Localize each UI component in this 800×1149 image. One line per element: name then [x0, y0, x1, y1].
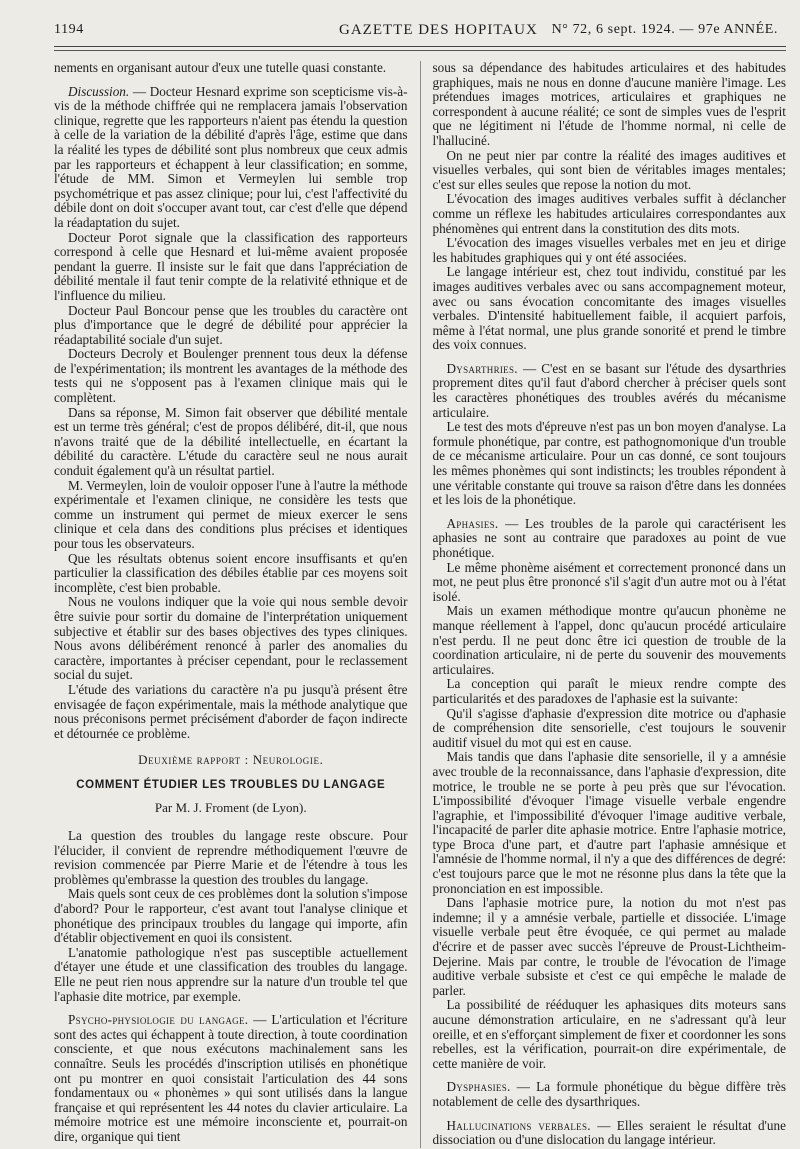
- paragraph: L'évocation des images visuelles verbales met en jeu et dirige les habitudes graphiques qui y ont été associées.: [432, 235, 786, 265]
- paragraph: Dans l'aphasie motrice pure, la notion du mot n'est pas indemne; il y a amnésie verbale, partielle et dissociée. L'image visuelle verbale peut être évoquée, ce qui permet au malade d'écrire et de passer avec succès l'épreuve de Proust-Lichtheim-Dejerine. Mais par contre, le trouble de l'évocation de l'image auditive verbale subsiste et c'est ce qui empêche le malade de parler.: [432, 895, 786, 998]
- page-number: 1194: [54, 22, 84, 37]
- paragraph: Mais quels sont ceux de ces problèmes dont la solution s'impose d'abord? Pour le rapporteur, c'est avant tout l'analyse clinique et phonétique des principaux troubles du langage qui importe, afin d'établir objectivement en quoi ils consistent.: [54, 886, 408, 946]
- paragraph: L'anatomie pathologique n'est pas susceptible actuellement d'étayer une étude et une classification des troubles du langage. Elle ne peut rien nous apprendre sur la nature d'un trouble tel que l'aphasie dite motrice, par exemple.: [54, 944, 408, 1004]
- paragraph: L'étude des variations du caractère n'a pu jusqu'à présent être envisagée de façon expérimentale, mais la méthode analytique que nous préconisons permet précisément d'aborder de façon indirecte et détournée ce problème.: [54, 681, 408, 741]
- paragraph: Aphasies. — Les troubles de la parole qui caractérisent les aphasies ne sont au contraire que paradoxes au point de vue phonétique.: [432, 515, 786, 560]
- paragraph: sous sa dépendance des habitudes articulaires et des habitudes graphiques, mais ne nous en donne d'aucune manière l'image. Les prétendues images motrices, articulaires et graphiques ne correspondent à aucune réalité; ce sont de simples vues de l'esprit que ne légitiment ni l'étude de l'homme normal, ni celle de l'halluciné.: [432, 60, 786, 148]
- paragraph: Mais tandis que dans l'aphasie dite sensorielle, il y a amnésie avec trouble de la reconnaissance, dans l'aphasie d'expression, dite motrice, le trouble ne se porte à peu près que sur l'évocation. L'impossibilité d'évoquer l'image visuelle verbale engendre l'agraphie, et l'impossibilité d'évoquer l'image auditive verbale, l'incapacité de parler dite aphasie motrice. Entre l'aphasie motrice, type Broca d'une part, et d'autre part l'aphasie amnésique et l'amnésie de l'homme normal, il n'y a que des différences de degré: c'est toujours parce que le mot ne résonne plus dans la tête que la prononciation en est impossible.: [432, 749, 786, 896]
- paragraph: Dans sa réponse, M. Simon fait observer que débilité mentale est un terme très général; c'est de propos délibéré, dit-il, que nous n'avons traité que de la débilité intellectuelle, en écartant la débilité du caractère. L'étude du caractère seul ne nous aurait conduit également qu'à un résultat partiel.: [54, 404, 408, 479]
- run-in-heading: Aphasies.: [446, 515, 499, 531]
- journal-title: GAZETTE DES HOPITAUX: [339, 22, 538, 38]
- paragraph: Nous ne voulons indiquer que la voie qui nous semble devoir être suivie pour sortir du domaine de l'interprétation uniquement subjective et établir sur des bases objectives des types cliniques. Nous avons délibérément renoncé à parler des anomalies du caractère, importantes à préciser cependant, pour le reclassement social du sujet.: [54, 594, 408, 683]
- paragraph: Dysphasies. — La formule phonétique du bègue diffère très notablement de celle des dysarthriques.: [432, 1079, 786, 1109]
- left-column: [54, 61, 408, 1148]
- run-in-heading: Dysarthries.: [446, 360, 518, 376]
- text-columns: [54, 61, 786, 1148]
- paragraph: Qu'il s'agisse d'aphasie d'expression dite motrice ou d'aphasie de compréhension dite sensorielle, c'est toujours le souvenir auditif visuel du mot qui est en cause.: [432, 705, 786, 750]
- right-column: [432, 61, 786, 1148]
- paragraph: Que les résultats obtenus soient encore insuffisants et qu'en particulier la classification des débiles établie par ces moyens soit incomplète, c'est bien probable.: [54, 550, 408, 595]
- article-author: Par M. J. Froment (de Lyon).: [154, 799, 307, 815]
- section-heading: Deuxième rapport : Neurologie.: [138, 752, 324, 768]
- header-rule: [54, 50, 786, 51]
- paragraph: Hallucinations verbales. — Elles seraient le résultat d'une dissociation ou d'une dislocation du langage intérieur.: [432, 1117, 786, 1148]
- paragraph: Le test des mots d'épreuve n'est pas un bon moyen d'analyse. La formule phonétique, par contre, est pathognomonique d'un trouble de ce mécanisme articulaire. Pour un cas donné, ce sont toujours les mêmes phonèmes qui sont indistincts; les troubles répondent à une véritable constante qui trouve sa raison d'être dans les données et les lois de la phonétique.: [432, 419, 786, 508]
- paragraph: La possibilité de rééduquer les aphasiques dits moteurs sans aucune démonstration articulaire, en ne s'adressant qu'à leur oreille, et en s'efforçant simplement de fixer et coordonner les sons rebelles, est la vérification, pourrait-on dire expérimentale, de cette manière de voir.: [432, 997, 786, 1071]
- column-divider: [420, 61, 421, 1148]
- paragraph: Docteur Paul Boncour pense que les troubles du caractère ont plus d'importance que le degré de débilité pour apprécier la réadaptabilité sociale d'un sujet.: [54, 302, 408, 347]
- run-in-heading: Hallucinations verbales.: [446, 1117, 591, 1133]
- paragraph: nements en organisant autour d'eux une tutelle quasi constante.: [54, 60, 387, 75]
- paragraph: M. Vermeylen, loin de vouloir opposer l'une à l'autre la méthode expérimentale et l'examen clinique, ne considère les tests que comme un instrument qui permet de mieux exercer le sens clinique et cela dans des conditions plus précises et identiques pour tous les observateurs.: [54, 477, 408, 551]
- run-in-heading: Psycho-physiologie du langage.: [68, 1012, 249, 1028]
- running-header: [54, 22, 786, 47]
- run-in-heading: Discussion.: [68, 83, 130, 99]
- paragraph: L'évocation des images auditives verbales suffit à déclancher comme un réflexe les habitudes articulaires correspondantes aux phénomènes qui entrent dans la constitution des dits mots.: [432, 191, 786, 236]
- issue-info: N° 72, 6 sept. 1924. — 97e ANNÉE.: [551, 22, 778, 37]
- article-title: COMMENT ÉTUDIER LES TROUBLES DU LANGAGE: [76, 778, 386, 791]
- paragraph: Discussion. — Docteur Hesnard exprime son scepticisme vis-à-vis de la méthode chiffrée qui ne remplacera jamais l'observation clinique, regrette que les rapporteurs n'aient pas étendu la question à celle de la variation de la débilité d'après l'âge, estime que dans la réalité les types de débilité sont plus nombreux que ceux admis par les rapporteurs et échappent à leur classification; en somme, l'étude de MM. Simon et Vermeylen lui semble trop psychométrique et pas assez clinique; pour lui, c'est l'affectivité du débile dont on doit s'occuper avant tout, car c'est d'elle que dépend la réadaptation du sujet.: [54, 83, 408, 230]
- paragraph: On ne peut nier par contre la réalité des images auditives et visuelles verbales, qui sont bien de véritables images mentales; c'est sur elles seules que repose la notion du mot.: [432, 147, 786, 192]
- paragraph: Le même phonème aisément et correctement prononcé dans un mot, ne peut plus être prononcé s'il s'agit d'un autre mot ou à l'état isolé.: [432, 559, 786, 604]
- paragraph: Docteurs Decroly et Boulenger prennent tous deux la défense de l'expérimentation; ils montrent les avantages de la méthode des tests qui ne s'opposent pas à l'examen clinique mais qui le complètent.: [54, 346, 408, 406]
- paragraph: Mais un examen méthodique montre qu'aucun phonème ne manque réellement à l'appel, donc qu'aucun procédé articulaire n'est perdu. Il ne peut donc être ici question de trouble de la coordination articulaire, ni de perte du souvenir des mouvements articulaires.: [432, 603, 786, 677]
- paragraph: La question des troubles du langage reste obscure. Pour l'élucider, il convient de reprendre méthodiquement l'œuvre de revision commencée par Pierre Marie et de l'étendre à tous les problèmes qu'embrasse la question des troubles du langage.: [54, 828, 408, 887]
- paragraph: Docteur Porot signale que la classification des rapporteurs correspond à celle que Hesnard et lui-même avaient proposée pendant la guerre. Il insiste sur le fait que dans l'appréciation de débilité mentale il faut tenir compte de la relativité ethnique et de l'influence du milieu.: [54, 229, 408, 303]
- paragraph: Psycho-physiologie du langage. — L'articulation et l'écriture sont des actes qui échappent à toute direction, à toute coordination consciente, et que nous exécutons machinalement sans les connaître. Seuls les procédés d'inscription utilisés en phonétique ont pu montrer en quoi consistait l'articulation des 44 sons fondamentaux ou « phonèmes » qui sont utilisés dans la langue française et qui représentent les 44 notes du clavier articulaire. La mémoire motrice est une mémoire inconsciente et, pourrait-on dire, organique qui tient: [54, 1012, 408, 1144]
- run-in-heading: Dysphasies.: [446, 1079, 511, 1095]
- paragraph: La conception qui paraît le mieux rendre compte des particularités et des paradoxes de l'aphasie est la suivante:: [432, 676, 786, 706]
- paragraph: Dysarthries. — C'est en se basant sur l'étude des dysarthries proprement dites qu'il faut d'abord chercher à préciser quels sont les caractères phonétiques des troubles avérés du mécanisme articulaire.: [432, 360, 786, 420]
- paragraph: Le langage intérieur est, chez tout individu, constitué par les images auditives verbales avec ou sans accompagnement moteur, avec ou sans évocation concomitante des images visuelles verbales. D'intensité habituellement faible, il acquiert parfois, même à l'état normal, une plus grande sonorité et prend le timbre des voix connues.: [432, 264, 786, 353]
